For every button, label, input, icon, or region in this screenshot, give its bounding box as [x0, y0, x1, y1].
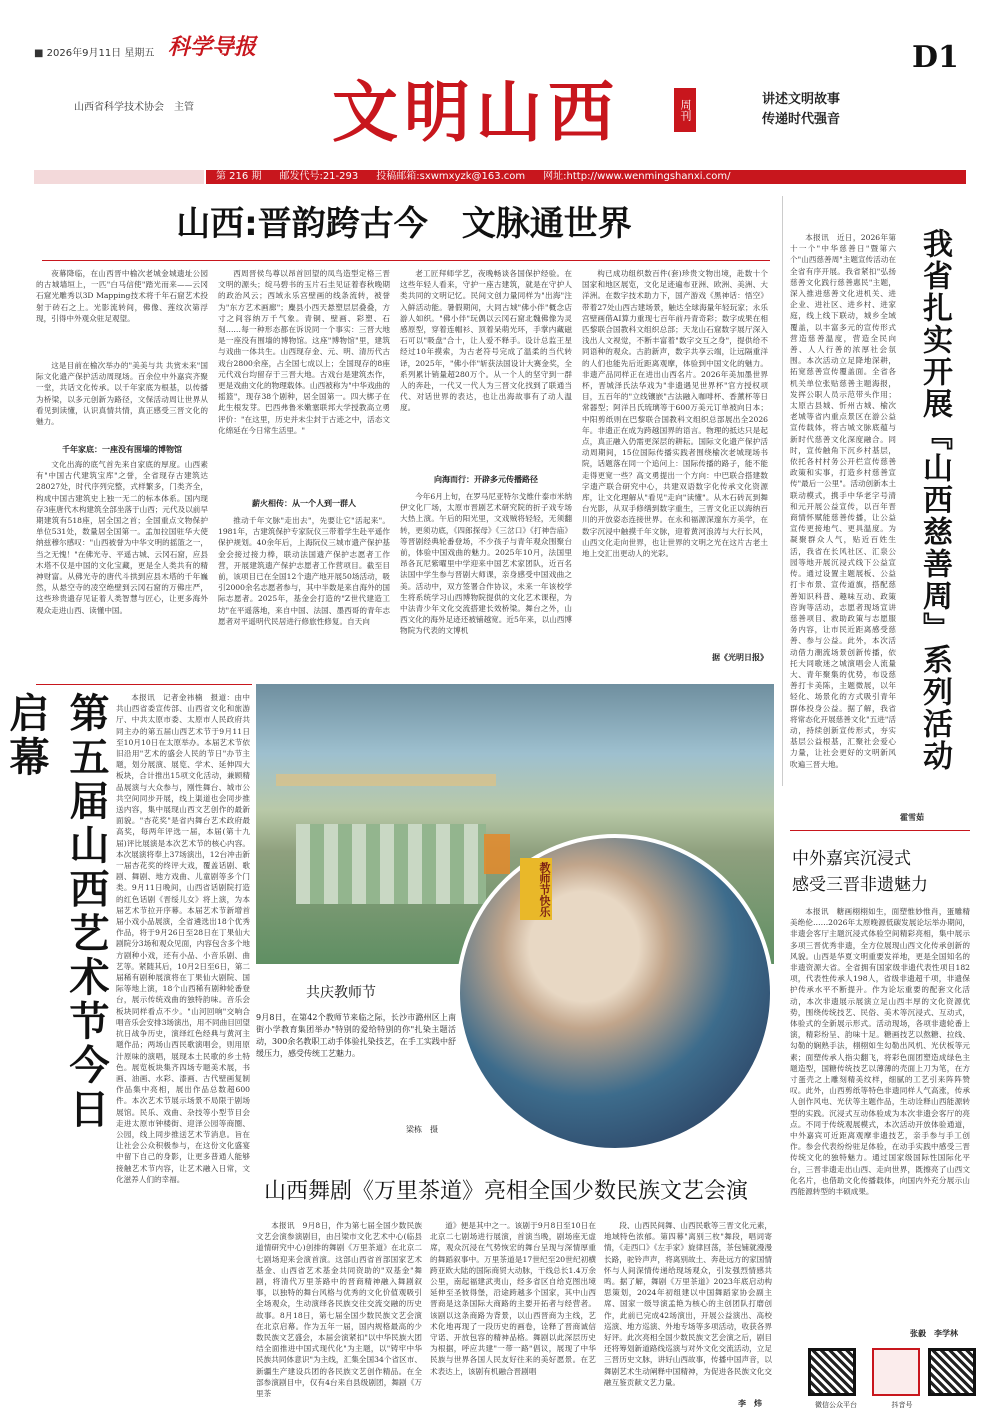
wechat-qr-label: 微信公众平台: [815, 1401, 857, 1409]
building-band: [276, 774, 496, 786]
heritage-author: 张毅 李学林: [910, 1329, 958, 1338]
teacher-circle-photo: [456, 834, 774, 1152]
lead-subhead-1: 千年家底：一座没有围墙的博物馆: [62, 445, 182, 454]
festival-divider: [36, 684, 252, 685]
lead-col-1: 夜幕降临，在山西晋中榆次老城金城遗址公园的古城墙垣上，一匹"白马信使"踏光而来——云冈石窟光雕秀以3D Mapping技术将千年石窟艺术投射于砖石之上。光影流转间，佛像、莲纹次第浮现，引得中外观众驻足观望。 这是目前在榆次举办的"美美与共 共赏未来"国际文化遗产保护活动周现场。百余位中外嘉宾齐聚一堂，共话文化传承。以千年家底为根基，以传播为桥梁，以多元创新为路径，文保活动周让世界从看见到读懂，认识真情共情，真正感受三晋文化的魅力。 千年家底：一座没有围墙的博物馆 文化出海的底气首先来自家底的厚度。山西素有"中国古代建筑宝库"之誉，全省现存古建筑达28027处，时代序列完整，式样繁多，门类齐全，构成中国古建筑史上独一无二的标本体系。国内现存3座唐代木构建筑全部坐落于山西；元代及以前早期建筑有518座，居全国之首；全国重点文物保护单位531处，数量居全国第一。孟加拉国驻华大使纳兹穆尔感叹："山西被誉为中华文明的摇篮之一，当之无愧！"在佛光寺、平遥古城、云冈石窟，应县木塔不仅是中国的文化宝藏，更是全人类共有的精神财富。从佛光寺的唐代斗拱到应县木塔的千年巍然，从悬空寺的凌空绝壁到云冈石窟的万佛庄严，这些珍贵遗存见证着人类智慧与匠心，让更多海外观众走进山西、读懂中国。: [36, 269, 208, 615]
festival-body: 本报讯 记者金祎楠 报道：由中共山西省委宣传部、山西省文化和旅游厅、中共太原市委、太原市人民政府共同主办的第五届山西艺术节于9月11日至10月10日在太原举办。本届艺术节依旧沿用"艺术的盛会人民的节日"办节主题，划分展演、展览、学术、延伸四大板块，合计推出15项文化活动，兼顾精品展演与大众参与，刚性舞台、城市公共空间同步开展，线上渠道也会同步推送内容，集中展现山西文艺创作的最新面貌。"杏花奖"是省内舞台艺术政府最高奖，每两年评选一届，本届(第十九届)评比展演是本次艺术节的核心内容。本次展演将奉上37场演出，12台冲击新一届杏花奖的终评大戏，覆盖话剧、歌剧、舞剧、地方戏曲、儿童剧等多个门类。9月11日晚间，山西省话剧院打造的红色话剧《晋绥儿女》将上演，为本届艺术节拉开序幕。本届艺术节新增首届小戏小品展演，全省遴选出18个优秀作品，将于9月26日至28日在丁果仙大剧院分3场和观众见面，内容包含多个地方剧种小戏，还有小品、小音乐剧、曲艺等。紧随其后，10月2日至6日，第二届稀有剧种展演将在丁果仙大剧院、国际等地上演，18个山西稀有剧种轮番登台，展示传统戏曲的独特韵味。音乐会板块同样看点不少。"山河回响"交响合唱音乐会安排3场演出，用不同曲目回望抗日战争历史，演绎红色经典与黄河主题作品；两场山西民歌演唱会，则用原汁原味的演唱，展现本土民歌的乡土特色。展览板块集齐四场专题美术展，书画、油画、水彩、漆画、古代壁画复制作品集中亮相，展出作品总数超600件。本次艺术节展示场景不局限于剧场展馆。民乐、戏曲、杂技等小型节目会走进太原市钟楼街、迎泽公园等商圈、公园，线上同步推送艺术节消息。旨在让社会公众积极参与，在这份文化盛宴中留下自己的身影，让更多普通人能够接触艺术节内容，让艺术融入日常，文化滋养人们的幸福。: [116, 693, 250, 1184]
lead-col-3: 老工匠拜师学艺，夜晚畅谈各国保护经验。在这些年轻人看来，守护一座古建筑，就是在守护人类共同的文明记忆。民间文创力量同样为"出海"注入鲜活动能。暑假期间，大同古城"佛小伴"概念店游人如织。"佛小伴"玩偶以云冈石窟北魏佛像为灵感原型，穿着连帽衫、顶着呆萌光环，手掌内藏磁石可以"吸盘"合十，让人爱不释手。设计总监王星经过10年摸索，为古老符号完成了温柔的当代转译，2025年，"佛小伴"斩获法国设计大赛金奖，全系列累计销量超280万个。从一个人的坚守到一群人的奔赴，一代又一代人为三晋文化找到了联通当代、对话世界的表达，也让出海故事有了动人温度。 向海而行：开辟多元传播路径 今年6月上旬，在罗马尼亚特尔戈维什泰市米纳伊文化厂场，太原市晋剧艺术研究院的折子戏专场大热上演。午后的阳光里，文戏贼将轻轻，无须翻转，更须功底，《四郎探母》《三岔口》《打神告庙》等晋剧经典轮番登场，不少孩子与青年观众围聚台前，体验中国戏曲的魅力。2025年10月，法国里昂各瓦尼紫曜里中学迎来中国艺术家团队，近百名法国中学生参与晋剧大师课，亲身感受中国戏曲之美。活动中，双方签署合作协议，未来一年该校学生将系统学习山西博物院提供的文化艺术课程，为中法青少年文化交流搭建长效桥梁。舞台之外，山西文化的海外足迹还被铺越宽。近5年来，以山西博物院为代表的文博机: [400, 269, 572, 636]
paper-logo-badge: [872, 1348, 920, 1396]
photo-credit: 梁栋 摄: [406, 1125, 438, 1134]
lead-subhead-2: 薪火相传：从一个人到一群人: [252, 499, 356, 508]
photo-caption: 9月8日，在第42个教师节来临之际，长沙市潞州区上南街小学教育集团举办"特别的爱给特别的你"扎染主题活动，300余名教职工动手体验扎染技艺，在手工实践中舒缓压力，感受传统工艺魅力。: [256, 1013, 456, 1058]
festival-headline: 第五届山西艺术节今日启幕: [3, 692, 109, 1132]
dance-author: 李 炜: [738, 1399, 762, 1408]
dance-col-3: 段、山西民间舞、山西民歌等三晋文化元素，地域特色浓郁。第四幕"离别三枚"舞段，唱词寄情，《走西口》《左手家》旋律回荡，茶包铺就漫漫长路，驼铃声声，将离别故土、奔赴远方的家国情怀与人间深情传递给现场观众，引发强烈情感共鸣。据了解，舞剧《万里茶道》2023年底启动构思策划，2024年初组建以中国舞蹈家协会副主席、国家一级导演孟艳为核心的主创团队打磨创作，此前已完成42场演出，开展公益演出、高校巡演、地方巡演、外地专场等多项活动，收获各界好评。此次亮相全国少数民族文艺会演之后，剧目还将筹划新道路线巡演与对外文化交流活动，立足三晋历史文脉，讲好山西故事，传播中国声音，以舞剧艺术生动阐释中国精神，为促进各民族文化交融互鉴贡献文艺力量。: [604, 1221, 772, 1387]
douyin-qr-label: 抖音号: [891, 1401, 913, 1409]
douyin-qr-code[interactable]: [928, 1348, 976, 1396]
date-square-icon: ■: [34, 48, 47, 59]
lead-headline: 山西:晋韵跨古今 文脉通世界: [176, 204, 632, 244]
teachers-day-photo: [256, 684, 774, 1162]
wechat-qr-code[interactable]: [808, 1348, 856, 1396]
dance-col-1: 本报讯 9月8日，作为第七届全国少数民族文艺会演参演剧目，由吕梁市文化艺术中心(临县道情研究中心)创排的舞剧《万里茶道》在北京二七剧场迎来会演首演。这部山西省首部国家艺术基金、山西省艺术基金共同资助的"双基金"舞剧，将清代万里茶路中的晋商精神融入舞剧叙事，以独特的舞台风格与优秀的文化价值观吸引全场观众，生动演绎各民族交往交流交融的历史故事。8月18日，第七届全国少数民族文艺会演在北京启幕。作为五年一届，国内规格最高的少数民族文艺盛会，本届会演紧扣"以中华民族大团结全面推进中国式现代化"为主题，以"铸牢中华民族共同体意识"为主线，汇集全国34个省区市、新疆生产建设兵团的各民族文艺创作精品。在全部参演剧目中，仅有4台来自县级剧团，舞剧《万里茶: [256, 1221, 422, 1399]
dance-col-2: 道》便是其中之一。该剧于9月8日至10日在北京二七剧场进行展演，首演当晚，剧场座无虚席，观众沉浸在气势恢宏的舞台呈现与深情厚重的舞蹈叙事中。万里茶道是17世纪至20世纪初横跨亚欧大陆的国际商贸大动脉，干线总长1.4万余公里，南起福建武夷山，经多省区自给克图出境延伸至圣彼得堡，沿途跨越多个国家，其中山西晋商是这条国际大商路的主要开拓者与经营者。该剧以这条商路为背景，以山西晋商为主线，艺术化地再现了一段历史的画卷，诠释了晋商诚信守诺、开放包容的精神品格。舞剧以此深层历史为根据，呼应共建"一带一路"倡议，展现了中华民族与世界各国人民友好往来的美好愿景。在艺术表达上，该剧有机融合晋剧唱: [430, 1221, 596, 1376]
photo-title: 共庆教师节: [306, 985, 376, 1001]
dance-headline: 山西舞剧《万里茶道》亮相全国少数民族文艺会演: [263, 1179, 748, 1204]
flag-decoration: [484, 834, 510, 874]
charity-headline: 我省扎实开展『山西慈善周』系列活动: [917, 228, 952, 772]
lead-divider: [42, 260, 770, 261]
heritage-headline: 中外嘉宾沉浸式 感受三晋非遗魅力: [792, 849, 928, 895]
weekly-tag: 周刊: [674, 88, 696, 132]
paper-logo: 科学导报: [168, 34, 257, 60]
charity-body: 本报讯 近日，2026年第十一个"中华慈善日"暨第六个"山西慈善周"主题宣传活动在全省有序开展。我省紧扣"弘扬慈善文化践行慈善惠民"主题，深入推进慈善文化进机关、进企业、进社区、进乡村、进家庭，线上线下联动，城乡全域覆盖，以丰富多元的宣传形式营造慈善温度，营造全民向善、人人行善的浓厚社会氛围。本次活动立足降地深耕，拓宽慈善宣传覆盖面。全省各机关单位张贴慈善主题海报，发挥公职人员示范带头作用；太原古县城、忻州古城、榆次老城等省内重点景区在游公益宣传载体，将古城文脉底蕴与新时代慈善文化深度融合。同时，宣传触角下沉乡村基层，依托各村村务公开栏宣传慈善政策和实事，打造乡村慈善宣传"最后一公里"。活动创新本土联动模式，携手中华老字号清和元开展公益宣传，以百年晋商情怀赋能慈善传播，让公益宣传更接地气、更具温度。为凝聚群众人气，贴近百姓生活，我省在长风社区、汇泉公园等地开展沉浸式线下公益宣传。通过设置主题展板、公益打卡布景、宣传道旗，搭配慈善知识科普、趣味互动、政策咨询等活动，志愿者现场宣讲慈善项目、救助政策与志愿服务内容，让市民近距离感受慈善、参与公益。此外，本次活动借力潮流场景创新传播，依托大同歌迷之城演唱会人流量大、青年聚集的优势，布设慈善打卡美陈，主题微展，以年轻化、场景化的方式吸引青年群体投身公益。据了解，我省将常态化开展慈善文化"五进"活动，持续创新宣传形式，夯实基层公益根基，汇聚社会爱心力量，让社会更好的文明新风吹遍三晋大地。: [790, 233, 896, 769]
page-number: D1: [912, 40, 959, 75]
slogan: 讲述文明故事 传递时代强音: [762, 92, 841, 127]
issue-date: ■ 2026年9月11日 星期五: [34, 48, 155, 59]
org-label: 山西省科学技术协会 主管: [74, 102, 194, 113]
info-bar-left: [34, 170, 204, 184]
charity-author: 霍雪茹: [900, 813, 924, 822]
right-divider: [782, 196, 783, 786]
section-title: 文明山西: [332, 73, 620, 151]
lead-col-4: 构已成功组织数百件(套)珍贵文物出境，赴数十个国家和地区展览，文化足迹遍布亚洲、欧洲、美洲、大洋洲。在数字技术助力下，国产游戏《黑神话：悟空》带着27处山西古建场景，触达全球海量年轻玩家；永乐宫壁画借AI算力重现七百年前丹青奇彩；数字成果在相匹黎联合国教科文组织总部；天龙山石窟数字展厅深入浅出人文视觉，不断丰富着"数字交互之身"，提供给不同语种的观众。古韵新声，数字共享云端，让远隔重洋的人们也能先后近距离观摩，体验到中国文化的魅力。非遗产品同样正在进出山西名片。2026年美加墨世界杯，晋城泽氏法华戏为"非遗遇见世界杯"官方授权项目，五百年的"立线镶嵌"古法融入咖啡杯、香薰杯等日常器型；阿洋吕氏琉璃等于600万美元订单被向日本；中阳剪纸则在巴黎联合国教科文组织总部展出全2026年。非遗正在成为跨越国界的语言。物理的抵达只是起点，真正融入仍需更深层的耕耘。国际文化遗产保护活动周期间，15位国际传播实践者围绕榆次老城现场书院，话题落在同一个追问上：国际传播的路子，能不能走得更宽一些？高文勇提出一个方向：中巴联合搭建数字遗产联合研究中心，共建双语数字化传承文化资源库，让文化理解从"看见"走向"读懂"。从木石砖瓦到舞台光影，从双手修缮到数字重生，三晋文化正以海纳百川的开放姿态连接世界。在永和福源深邃东方美学，在数字沉浸中触摸千年文脉，迎着黄河浪涛与大行长风，山西文化走向世界，也让世界的文明之光在这片古老土地上交汇出更动人的光彩。 据《光明日报》: [582, 269, 768, 662]
lead-source: 据《光明日报》: [712, 653, 768, 662]
heritage-divider: [790, 830, 970, 831]
lead-subhead-3: 向海而行：开辟多元传播路径: [434, 475, 538, 484]
info-bar: 第 216 期 邮发代号:21-293 投稿邮箱:sxwmxyzk@163.com 网址:http://www.wenmingshanxi.com/: [206, 170, 966, 184]
tables-area: [296, 824, 486, 904]
teachers-day-sign: 教师节快乐: [520, 858, 552, 920]
lead-col-2: 西周晋侯鸟尊以昂首回望的凤鸟造型定格三晋文明的源头；绽马碧书的玉片石圭见证着春秋晚期的政治风云；西域永乐宫壁画的线条流转，被誉为"东方艺术画廊"；麋县小西天悬塑层层叠叠，方寸之间容纳万千气象。青铜、壁画、彩塑、石刻……每一种形态都在诉说同一个事实：三晋大地是一座没有围墙的博物馆。这座"博物馆"里，建筑与戏曲一体共生。山西现存金、元、明、清历代古戏台2800余座，占全国七成以上；全国现存的8座元代戏台均留存于三晋大地。古戏台是建筑杰作，更是戏曲文化的物理载体。山西被称为"中华戏曲的摇篮"，现存38个剧种，居全国第一。四大梆子在此生根发芽。巴西弗鲁米嫩塞联邦大学授教高立勇评价："在这里，历史并未尘封于古迹之中，活态文化绵延在今日常生活里。" 薪火相传：从一个人到一群人 推动千年文脉"走出去"，先要让它"活起来"。1981年，古建筑保护专家阮仪三带着学生赴平遥作保护规划。40余年后，上海阮仪三城市遗产保护基金会接过接力棒，联动法国遗产保护志愿者工作营，开展建筑遗产保护志愿者工作营项目。截至目前，该项目已在全国12个遗产地开展50场活动，吸引2000余名志愿者参与，其中半数是来自海外的国际志愿者。2025年，基金会打造的"Z世代建造工坊"在平遥落地，来自中国、法国、墨西哥的青年志愿者对平遥明代民居进行修旅性修复。自天向: [218, 269, 390, 626]
heritage-body: 本报讯 糖画栩栩如生，面塑惟妙惟肖，蛋雕精美绝伦……2026年太原晚源低碳发展论坛举办期间，非遗会客厅主题沉浸式体验空间精彩亮相，集中展示多项三晋优秀非遗，全方位展现山西文化传承创新的风貌。山西是华夏文明重要发祥地，更是全国知名的非遗资源大省。全省拥有国家级非遗代表性项目182项，代表性传承人198人，省级非遗超千项，非遗保护传承水平不断提升。作为论坛重要的配套文化活动，本次非遗展示展演立足山西丰厚的文化资源优势，围绕传统技艺、民俗、美术等沉浸式、互动式，体验式的全新展示形式。活动现场，各项非遗轮番上演，精彩纷呈、韵味十足。糖画技艺以熬糖、拉线、勾勒的娴熟手法，栩栩如生勾勒出风机、光伏板等元素；面塑传承人指尖翻飞，将彩色面团塑造成绿色主题造型，国糖传统技艺以薄薄的壳面上刀为笔，在方寸蛋壳之上雕刻精美纹样，细腻的工艺引来阵阵赞叹。此外，山西剪纸等特色非遗同样人气高涨，传承人创作风电、光伏等主题作品，生动诠释山西能源转型的实践。沉浸式互动体验成为本次非遗会客厅的亮点。不同于传统观展模式，本次活动开放体验通道，中外嘉宾可近距离观摩非遗技艺，亲手参与手工创作。参会代表纷纷驻足体验，在动手实践中感受三晋传统文化的独特魅力。通过国家级国际性国际化平台，三晋非遗走出山西、走向世界，既擦亮了山西文化名片，也借助文化传播载体，向国内外充分展示山西能源转型的丰硕成果。: [790, 907, 970, 1197]
